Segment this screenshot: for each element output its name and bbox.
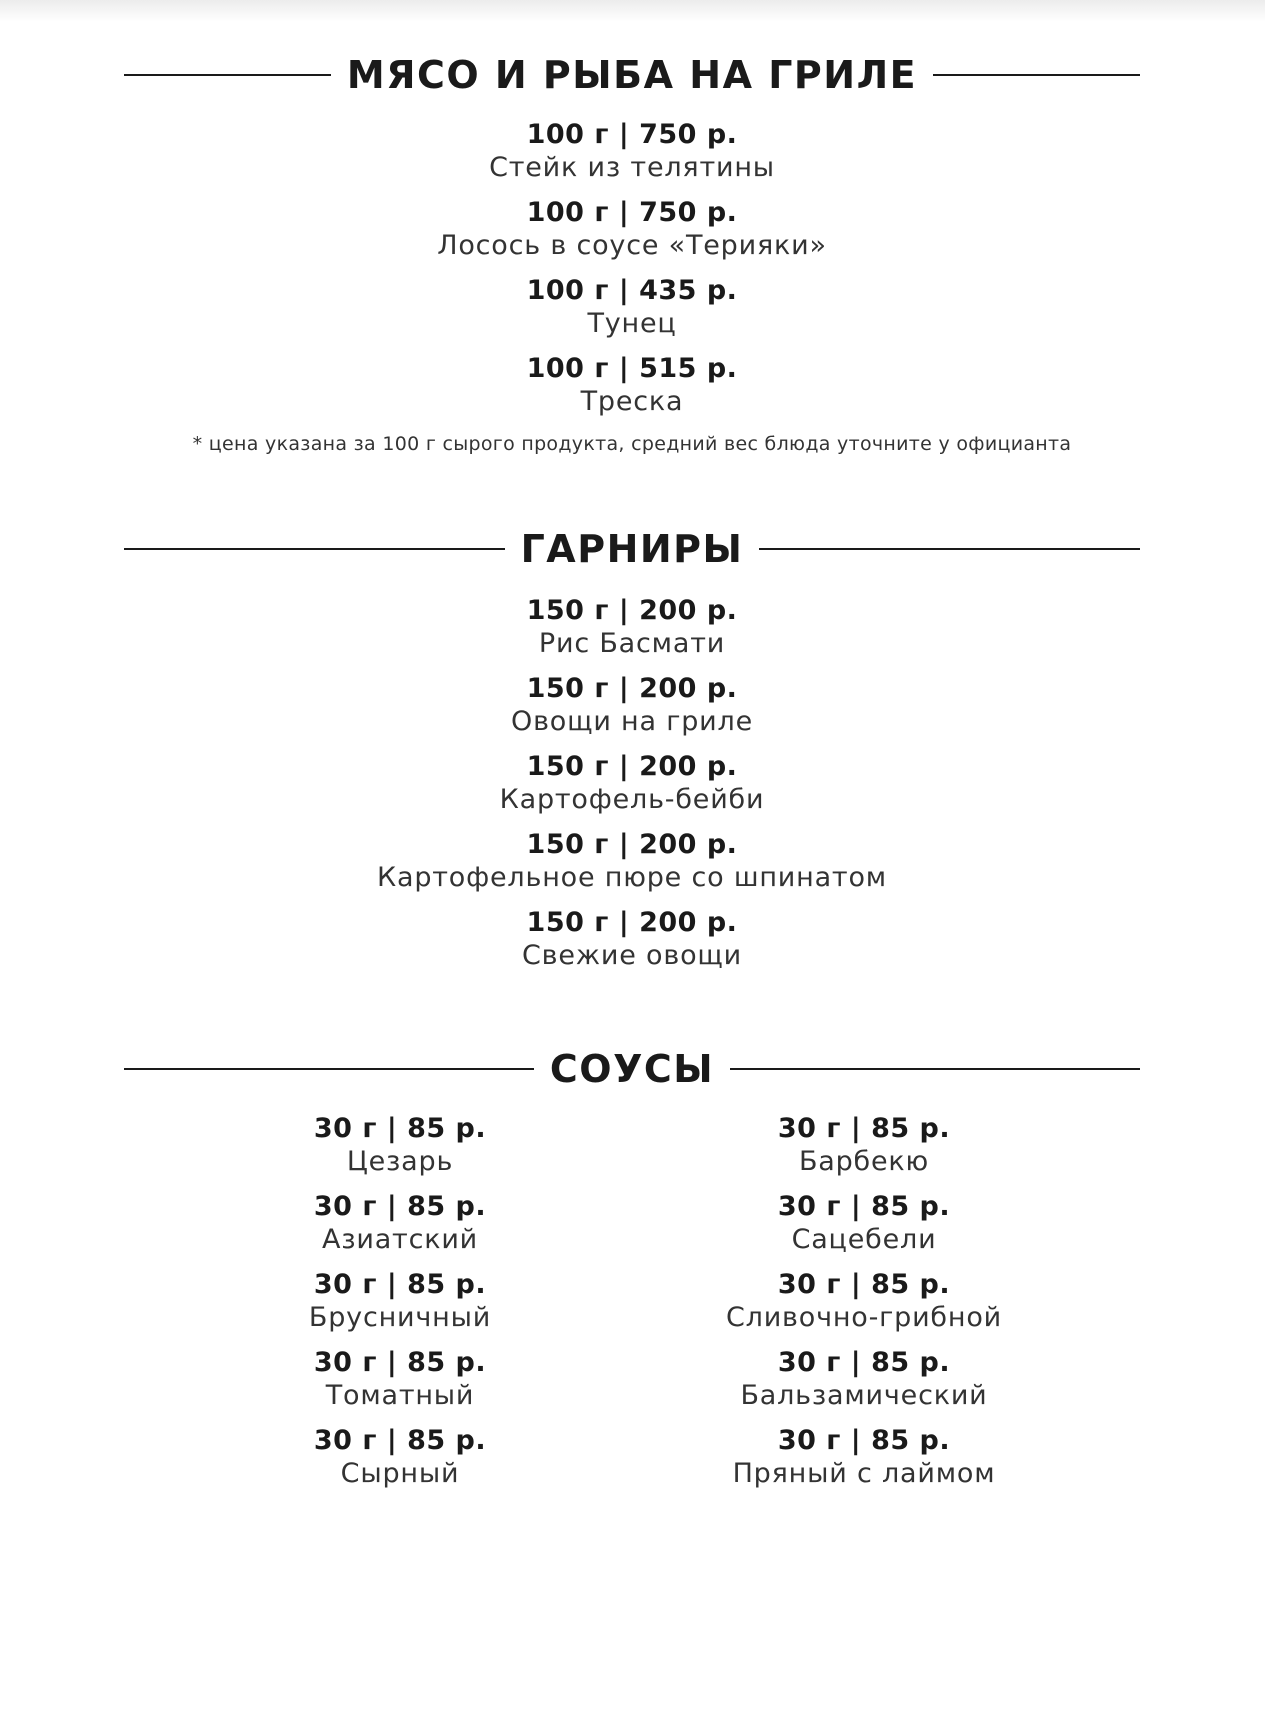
item-price: 150 г | 200 р. — [526, 751, 738, 782]
item-name: Пряный с лаймом — [732, 1458, 996, 1489]
item-name: Сацебели — [791, 1224, 937, 1255]
section-title-sides: ГАРНИРЫ — [520, 527, 744, 571]
item-name: Цезарь — [346, 1146, 454, 1177]
menu-item — [527, 594, 738, 660]
item-name: Барбекю — [798, 1146, 930, 1177]
item-name: Брусничный — [308, 1302, 492, 1333]
header-rule-left — [124, 74, 331, 76]
menu-item — [437, 196, 827, 262]
item-price: 30 г | 85 р. — [313, 1347, 487, 1378]
item-price: 100 г | 750 р. — [526, 197, 738, 228]
top-shade — [0, 0, 1265, 22]
item-price: 100 г | 515 р. — [526, 353, 738, 384]
header-rule-right — [730, 1068, 1140, 1070]
item-price: 30 г | 85 р. — [313, 1113, 487, 1144]
item-name: Рис Басмати — [538, 628, 726, 659]
item-name: Стейк из телятины — [489, 152, 775, 183]
item-name: Азиатский — [321, 1224, 479, 1255]
item-name: Овощи на гриле — [511, 706, 753, 737]
section-title-grill: МЯСО И РЫБА НА ГРИЛЕ — [346, 53, 918, 97]
menu-item — [511, 672, 753, 738]
header-rule-right — [759, 548, 1140, 550]
item-name: Картофель-бейби — [499, 784, 765, 815]
menu-item — [314, 1424, 486, 1490]
item-name: Свежие овощи — [522, 940, 742, 971]
item-price: 150 г | 200 р. — [526, 673, 738, 704]
menu-item — [778, 1112, 950, 1178]
header-rule-right — [933, 74, 1140, 76]
item-price: 30 г | 85 р. — [313, 1191, 487, 1222]
menu-item — [527, 352, 738, 418]
item-name: Картофельное пюре со шпинатом — [377, 862, 887, 893]
item-price: 30 г | 85 р. — [777, 1191, 951, 1222]
item-name: Томатный — [325, 1380, 475, 1411]
menu-item — [377, 828, 887, 894]
item-price: 30 г | 85 р. — [777, 1425, 951, 1456]
menu-item — [314, 1112, 486, 1178]
item-name: Треска — [580, 386, 684, 417]
sauces-left-column — [200, 1112, 600, 1502]
menu-item — [489, 118, 775, 184]
menu-item — [500, 750, 765, 816]
item-name: Тунец — [587, 308, 677, 339]
header-rule-left — [124, 1068, 534, 1070]
section-title-sauces: СОУСЫ — [549, 1047, 715, 1091]
item-price: 100 г | 435 р. — [526, 275, 738, 306]
menu-item — [522, 906, 742, 972]
item-price: 150 г | 200 р. — [526, 595, 738, 626]
menu-item — [314, 1190, 486, 1256]
item-name: Лосось в соусе «Терияки» — [437, 230, 827, 261]
item-price: 30 г | 85 р. — [313, 1425, 487, 1456]
item-name: Бальзамический — [740, 1380, 988, 1411]
menu-item — [309, 1268, 491, 1334]
grill-footnote: * цена указана за 100 г сырого продукта, средний вес блюда уточните у официанта — [192, 433, 1072, 455]
item-name: Сливочно-грибной — [726, 1302, 1002, 1333]
header-rule-left — [124, 548, 505, 550]
menu-item — [527, 274, 738, 340]
section-header-sauces — [124, 1047, 1140, 1091]
item-price: 30 г | 85 р. — [777, 1347, 951, 1378]
menu-item — [733, 1424, 996, 1490]
sauces-right-column — [664, 1112, 1064, 1502]
grill-item-list — [124, 118, 1140, 430]
sides-item-list — [124, 594, 1140, 984]
item-price: 150 г | 200 р. — [526, 907, 738, 938]
item-price: 30 г | 85 р. — [313, 1269, 487, 1300]
section-header-sides — [124, 527, 1140, 571]
item-name: Сырный — [340, 1458, 460, 1489]
menu-item — [740, 1346, 987, 1412]
menu-item — [314, 1346, 486, 1412]
menu-item — [726, 1268, 1002, 1334]
item-price: 30 г | 85 р. — [777, 1269, 951, 1300]
item-price: 100 г | 750 р. — [526, 119, 738, 150]
item-price: 30 г | 85 р. — [777, 1113, 951, 1144]
section-header-grill — [124, 53, 1140, 97]
item-price: 150 г | 200 р. — [526, 829, 738, 860]
menu-item — [778, 1190, 950, 1256]
